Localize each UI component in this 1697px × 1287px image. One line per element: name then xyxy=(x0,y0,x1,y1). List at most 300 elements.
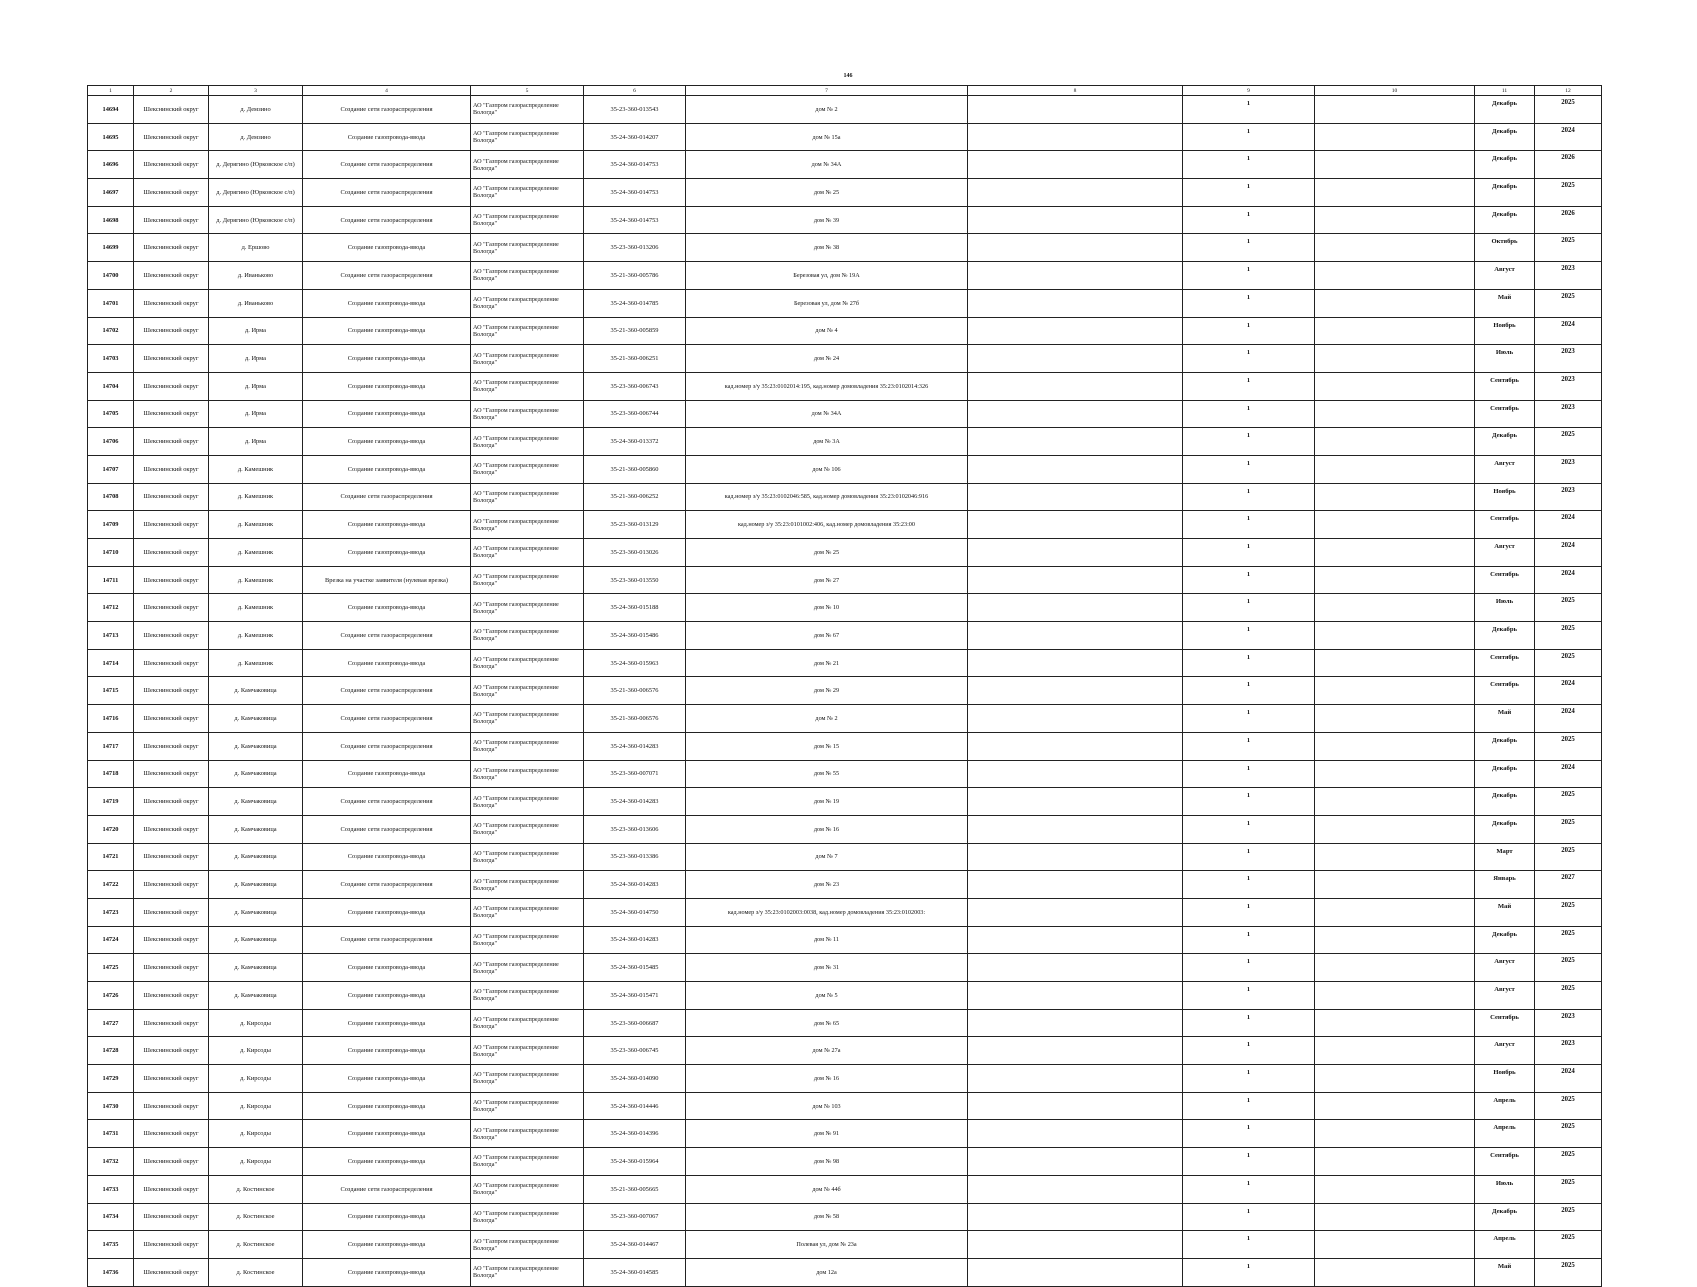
column-header: 1 xyxy=(88,86,134,96)
extra-cell xyxy=(1315,594,1475,622)
address-cell: дом № 27а xyxy=(686,1037,968,1065)
quantity-cell: 1 xyxy=(1183,1148,1315,1176)
year-cell: 2025 xyxy=(1535,289,1602,317)
work-type-cell: Создание газопровода-ввода xyxy=(303,123,471,151)
organization-cell: АО "Газпром газораспределение Вологда" xyxy=(471,428,584,456)
month-cell: Декабрь xyxy=(1475,1203,1535,1231)
quantity-cell: 1 xyxy=(1183,760,1315,788)
application-number-cell: 35-24-360-014283 xyxy=(584,871,686,899)
application-number-cell: 35-21-360-005786 xyxy=(584,262,686,290)
settlement-cell: д. Камчаковица xyxy=(209,815,303,843)
quantity-cell: 1 xyxy=(1183,539,1315,567)
month-cell: Сентябрь xyxy=(1475,372,1535,400)
month-cell: Декабрь xyxy=(1475,151,1535,179)
organization-cell: АО "Газпром газораспределение Вологда" xyxy=(471,732,584,760)
settlement-cell: д. Ершово xyxy=(209,234,303,262)
organization-cell: АО "Газпром газораспределение Вологда" xyxy=(471,1092,584,1120)
address-cell: дом № 15а xyxy=(686,123,968,151)
note-cell xyxy=(968,1175,1183,1203)
work-type-cell: Создание газопровода-ввода xyxy=(303,400,471,428)
row-number-cell: 14728 xyxy=(88,1037,134,1065)
address-cell: дом № 21 xyxy=(686,649,968,677)
application-number-cell: 35-24-360-015963 xyxy=(584,649,686,677)
settlement-cell: д. Ирма xyxy=(209,428,303,456)
year-cell: 2023 xyxy=(1535,1037,1602,1065)
note-cell xyxy=(968,317,1183,345)
extra-cell xyxy=(1315,815,1475,843)
organization-cell: АО "Газпром газораспределение Вологда" xyxy=(471,566,584,594)
month-cell: Ноябрь xyxy=(1475,317,1535,345)
table-row xyxy=(88,982,1602,1010)
address-cell: кад.номер з/у 35:23:0102014:195, кад.номер домовладения 35:23:0102014:326 xyxy=(686,372,968,400)
month-cell: Сентябрь xyxy=(1475,566,1535,594)
district-cell: Шекснинский округ xyxy=(134,871,209,899)
table-row xyxy=(88,317,1602,345)
settlement-cell: д. Камешник xyxy=(209,566,303,594)
work-type-cell: Создание сети газораспределения xyxy=(303,788,471,816)
note-cell xyxy=(968,1148,1183,1176)
row-number-cell: 14732 xyxy=(88,1148,134,1176)
month-cell: Декабрь xyxy=(1475,815,1535,843)
month-cell: Август xyxy=(1475,954,1535,982)
month-cell: Май xyxy=(1475,898,1535,926)
table-row xyxy=(88,1065,1602,1093)
month-cell: Май xyxy=(1475,289,1535,317)
table-row xyxy=(88,843,1602,871)
quantity-cell: 1 xyxy=(1183,871,1315,899)
note-cell xyxy=(968,1009,1183,1037)
application-number-cell: 35-23-360-006743 xyxy=(584,372,686,400)
quantity-cell: 1 xyxy=(1183,982,1315,1010)
note-cell xyxy=(968,788,1183,816)
year-cell: 2025 xyxy=(1535,234,1602,262)
work-type-cell: Создание газопровода-ввода xyxy=(303,428,471,456)
organization-cell: АО "Газпром газораспределение Вологда" xyxy=(471,649,584,677)
settlement-cell: д. Камчаковица xyxy=(209,982,303,1010)
address-cell: дом № 4 xyxy=(686,317,968,345)
row-number-cell: 14719 xyxy=(88,788,134,816)
application-number-cell: 35-23-360-013129 xyxy=(584,511,686,539)
note-cell xyxy=(968,1065,1183,1093)
application-number-cell: 35-24-360-014283 xyxy=(584,732,686,760)
table-row xyxy=(88,898,1602,926)
note-cell xyxy=(968,982,1183,1010)
month-cell: Август xyxy=(1475,262,1535,290)
application-number-cell: 35-24-360-014283 xyxy=(584,788,686,816)
organization-cell: АО "Газпром газораспределение Вологда" xyxy=(471,262,584,290)
month-cell: Сентябрь xyxy=(1475,649,1535,677)
settlement-cell: д. Ирма xyxy=(209,345,303,373)
quantity-cell: 1 xyxy=(1183,566,1315,594)
address-cell: кад.номер з/у 35:23:0102046:585, кад.номер домовладения 35:23:0102046:916 xyxy=(686,483,968,511)
organization-cell: АО "Газпром газораспределение Вологда" xyxy=(471,455,584,483)
settlement-cell: д. Камчаковица xyxy=(209,732,303,760)
quantity-cell: 1 xyxy=(1183,428,1315,456)
application-number-cell: 35-24-360-014207 xyxy=(584,123,686,151)
extra-cell xyxy=(1315,511,1475,539)
year-cell: 2023 xyxy=(1535,400,1602,428)
settlement-cell: д. Кирсоды xyxy=(209,1009,303,1037)
work-type-cell: Создание газопровода-ввода xyxy=(303,511,471,539)
district-cell: Шекснинский округ xyxy=(134,1092,209,1120)
organization-cell: АО "Газпром газораспределение Вологда" xyxy=(471,760,584,788)
extra-cell xyxy=(1315,1231,1475,1259)
year-cell: 2023 xyxy=(1535,1009,1602,1037)
settlement-cell: д. Дерягино (Юрковское с/п) xyxy=(209,151,303,179)
extra-cell xyxy=(1315,760,1475,788)
row-number-cell: 14714 xyxy=(88,649,134,677)
work-type-cell: Создание газопровода-ввода xyxy=(303,982,471,1010)
quantity-cell: 1 xyxy=(1183,483,1315,511)
year-cell: 2025 xyxy=(1535,954,1602,982)
note-cell xyxy=(968,400,1183,428)
year-cell: 2023 xyxy=(1535,262,1602,290)
year-cell: 2024 xyxy=(1535,566,1602,594)
address-cell: дом № 23 xyxy=(686,871,968,899)
table-row xyxy=(88,815,1602,843)
organization-cell: АО "Газпром газораспределение Вологда" xyxy=(471,317,584,345)
year-cell: 2025 xyxy=(1535,1203,1602,1231)
work-type-cell: Создание газопровода-ввода xyxy=(303,289,471,317)
settlement-cell: д. Камешник xyxy=(209,622,303,650)
month-cell: Сентябрь xyxy=(1475,400,1535,428)
month-cell: Декабрь xyxy=(1475,926,1535,954)
row-number-cell: 14735 xyxy=(88,1231,134,1259)
organization-cell: АО "Газпром газораспределение Вологда" xyxy=(471,1148,584,1176)
column-header: 11 xyxy=(1475,86,1535,96)
work-type-cell: Создание сети газораспределения xyxy=(303,677,471,705)
year-cell: 2023 xyxy=(1535,455,1602,483)
note-cell xyxy=(968,151,1183,179)
extra-cell xyxy=(1315,1120,1475,1148)
settlement-cell: д. Камешник xyxy=(209,594,303,622)
organization-cell: АО "Газпром газораспределение Вологда" xyxy=(471,622,584,650)
year-cell: 2025 xyxy=(1535,96,1602,124)
quantity-cell: 1 xyxy=(1183,345,1315,373)
note-cell xyxy=(968,345,1183,373)
settlement-cell: д. Ирма xyxy=(209,372,303,400)
note-cell xyxy=(968,428,1183,456)
quantity-cell: 1 xyxy=(1183,898,1315,926)
year-cell: 2025 xyxy=(1535,732,1602,760)
month-cell: Ноябрь xyxy=(1475,483,1535,511)
row-number-cell: 14724 xyxy=(88,926,134,954)
district-cell: Шекснинский округ xyxy=(134,1231,209,1259)
extra-cell xyxy=(1315,926,1475,954)
note-cell xyxy=(968,1258,1183,1286)
quantity-cell: 1 xyxy=(1183,1065,1315,1093)
column-header: 3 xyxy=(209,86,303,96)
district-cell: Шекснинский округ xyxy=(134,1065,209,1093)
work-type-cell: Создание газопровода-ввода xyxy=(303,1258,471,1286)
extra-cell xyxy=(1315,1258,1475,1286)
application-number-cell: 35-21-360-005859 xyxy=(584,317,686,345)
work-type-cell: Создание газопровода-ввода xyxy=(303,345,471,373)
organization-cell: АО "Газпром газораспределение Вологда" xyxy=(471,926,584,954)
district-cell: Шекснинский округ xyxy=(134,289,209,317)
year-cell: 2025 xyxy=(1535,982,1602,1010)
year-cell: 2025 xyxy=(1535,1231,1602,1259)
work-type-cell: Создание газопровода-ввода xyxy=(303,1065,471,1093)
month-cell: Октябрь xyxy=(1475,234,1535,262)
settlement-cell: д. Костинское xyxy=(209,1203,303,1231)
column-header: 10 xyxy=(1315,86,1475,96)
quantity-cell: 1 xyxy=(1183,1009,1315,1037)
note-cell xyxy=(968,539,1183,567)
district-cell: Шекснинский округ xyxy=(134,622,209,650)
row-number-cell: 14717 xyxy=(88,732,134,760)
quantity-cell: 1 xyxy=(1183,151,1315,179)
row-number-cell: 14701 xyxy=(88,289,134,317)
extra-cell xyxy=(1315,262,1475,290)
settlement-cell: д. Камчаковица xyxy=(209,677,303,705)
work-type-cell: Создание газопровода-ввода xyxy=(303,1120,471,1148)
row-number-cell: 14702 xyxy=(88,317,134,345)
year-cell: 2027 xyxy=(1535,871,1602,899)
settlement-cell: д. Дерягино (Юрковское с/п) xyxy=(209,179,303,207)
application-number-cell: 35-24-360-015485 xyxy=(584,954,686,982)
table-row xyxy=(88,179,1602,207)
address-cell: дом № 16 xyxy=(686,1065,968,1093)
quantity-cell: 1 xyxy=(1183,1120,1315,1148)
row-number-cell: 14710 xyxy=(88,539,134,567)
address-cell: дом № 31 xyxy=(686,954,968,982)
year-cell: 2024 xyxy=(1535,705,1602,733)
address-cell: дом № 10 xyxy=(686,594,968,622)
address-cell: дом № 11 xyxy=(686,926,968,954)
table-row xyxy=(88,539,1602,567)
month-cell: Июль xyxy=(1475,594,1535,622)
row-number-cell: 14734 xyxy=(88,1203,134,1231)
row-number-cell: 14711 xyxy=(88,566,134,594)
note-cell xyxy=(968,96,1183,124)
year-cell: 2024 xyxy=(1535,123,1602,151)
address-cell: дом № 7 xyxy=(686,843,968,871)
settlement-cell: д. Камешник xyxy=(209,511,303,539)
work-type-cell: Создание сети газораспределения xyxy=(303,815,471,843)
settlement-cell: д. Костинское xyxy=(209,1175,303,1203)
district-cell: Шекснинский округ xyxy=(134,594,209,622)
organization-cell: АО "Газпром газораспределение Вологда" xyxy=(471,677,584,705)
table-row xyxy=(88,372,1602,400)
district-cell: Шекснинский округ xyxy=(134,1203,209,1231)
column-header: 7 xyxy=(686,86,968,96)
table-row xyxy=(88,262,1602,290)
row-number-cell: 14708 xyxy=(88,483,134,511)
table-row xyxy=(88,345,1602,373)
district-cell: Шекснинский округ xyxy=(134,732,209,760)
address-cell: дом № 29 xyxy=(686,677,968,705)
work-type-cell: Создание газопровода-ввода xyxy=(303,1037,471,1065)
year-cell: 2023 xyxy=(1535,372,1602,400)
extra-cell xyxy=(1315,566,1475,594)
month-cell: Август xyxy=(1475,1037,1535,1065)
table-row xyxy=(88,871,1602,899)
district-cell: Шекснинский округ xyxy=(134,400,209,428)
work-type-cell: Создание сети газораспределения xyxy=(303,705,471,733)
application-number-cell: 35-24-360-014785 xyxy=(584,289,686,317)
year-cell: 2024 xyxy=(1535,511,1602,539)
district-cell: Шекснинский округ xyxy=(134,760,209,788)
month-cell: Август xyxy=(1475,982,1535,1010)
address-cell: Полевая ул, дом № 23а xyxy=(686,1231,968,1259)
row-number-cell: 14703 xyxy=(88,345,134,373)
organization-cell: АО "Газпром газораспределение Вологда" xyxy=(471,539,584,567)
work-type-cell: Создание сети газораспределения xyxy=(303,622,471,650)
district-cell: Шекснинский округ xyxy=(134,1175,209,1203)
application-number-cell: 35-23-360-007071 xyxy=(584,760,686,788)
district-cell: Шекснинский округ xyxy=(134,926,209,954)
note-cell xyxy=(968,843,1183,871)
note-cell xyxy=(968,179,1183,207)
settlement-cell: д. Камчаковица xyxy=(209,705,303,733)
address-cell: кад.номер з/у 35:23:0102003:0038, кад.номер домовладения 35:23:0102003: xyxy=(686,898,968,926)
settlement-cell: д. Демзино xyxy=(209,123,303,151)
row-number-cell: 14729 xyxy=(88,1065,134,1093)
district-cell: Шекснинский округ xyxy=(134,483,209,511)
quantity-cell: 1 xyxy=(1183,400,1315,428)
note-cell xyxy=(968,622,1183,650)
note-cell xyxy=(968,511,1183,539)
application-number-cell: 35-24-360-014753 xyxy=(584,206,686,234)
row-number-cell: 14730 xyxy=(88,1092,134,1120)
month-cell: Июль xyxy=(1475,1175,1535,1203)
address-cell: дом № 5 xyxy=(686,982,968,1010)
extra-cell xyxy=(1315,1009,1475,1037)
settlement-cell: д. Костинское xyxy=(209,1231,303,1259)
address-cell: дом № 91 xyxy=(686,1120,968,1148)
settlement-cell: д. Камчаковица xyxy=(209,871,303,899)
month-cell: Декабрь xyxy=(1475,96,1535,124)
table-row xyxy=(88,1203,1602,1231)
district-cell: Шекснинский округ xyxy=(134,677,209,705)
table-row xyxy=(88,483,1602,511)
year-cell: 2025 xyxy=(1535,1092,1602,1120)
row-number-cell: 14726 xyxy=(88,982,134,1010)
address-cell: дом № 39 xyxy=(686,206,968,234)
organization-cell: АО "Газпром газораспределение Вологда" xyxy=(471,1258,584,1286)
district-cell: Шекснинский округ xyxy=(134,1009,209,1037)
extra-cell xyxy=(1315,1175,1475,1203)
table-row xyxy=(88,1231,1602,1259)
extra-cell xyxy=(1315,400,1475,428)
row-number-cell: 14722 xyxy=(88,871,134,899)
note-cell xyxy=(968,732,1183,760)
settlement-cell: д. Камчаковица xyxy=(209,843,303,871)
application-number-cell: 35-21-360-005665 xyxy=(584,1175,686,1203)
organization-cell: АО "Газпром газораспределение Вологда" xyxy=(471,788,584,816)
extra-cell xyxy=(1315,317,1475,345)
settlement-cell: д. Демзино xyxy=(209,96,303,124)
district-cell: Шекснинский округ xyxy=(134,123,209,151)
row-number-cell: 14716 xyxy=(88,705,134,733)
work-type-cell: Создание сети газораспределения xyxy=(303,926,471,954)
row-number-cell: 14720 xyxy=(88,815,134,843)
settlement-cell: д. Кирсоды xyxy=(209,1092,303,1120)
row-number-cell: 14705 xyxy=(88,400,134,428)
organization-cell: АО "Газпром газораспределение Вологда" xyxy=(471,843,584,871)
district-cell: Шекснинский округ xyxy=(134,206,209,234)
row-number-cell: 14727 xyxy=(88,1009,134,1037)
district-cell: Шекснинский округ xyxy=(134,566,209,594)
month-cell: Апрель xyxy=(1475,1120,1535,1148)
year-cell: 2024 xyxy=(1535,760,1602,788)
quantity-cell: 1 xyxy=(1183,455,1315,483)
note-cell xyxy=(968,234,1183,262)
extra-cell xyxy=(1315,898,1475,926)
table-row xyxy=(88,1258,1602,1286)
settlement-cell: д. Камешник xyxy=(209,539,303,567)
row-number-cell: 14733 xyxy=(88,1175,134,1203)
table-row xyxy=(88,1148,1602,1176)
column-header: 9 xyxy=(1183,86,1315,96)
note-cell xyxy=(968,1092,1183,1120)
quantity-cell: 1 xyxy=(1183,1258,1315,1286)
settlement-cell: д. Камчаковица xyxy=(209,760,303,788)
extra-cell xyxy=(1315,289,1475,317)
district-cell: Шекснинский округ xyxy=(134,788,209,816)
district-cell: Шекснинский округ xyxy=(134,982,209,1010)
row-number-cell: 14721 xyxy=(88,843,134,871)
district-cell: Шекснинский округ xyxy=(134,1258,209,1286)
organization-cell: АО "Газпром газораспределение Вологда" xyxy=(471,234,584,262)
district-cell: Шекснинский округ xyxy=(134,234,209,262)
application-number-cell: 35-24-360-014396 xyxy=(584,1120,686,1148)
quantity-cell: 1 xyxy=(1183,788,1315,816)
table-row xyxy=(88,96,1602,124)
work-type-cell: Создание газопровода-ввода xyxy=(303,843,471,871)
month-cell: Декабрь xyxy=(1475,760,1535,788)
extra-cell xyxy=(1315,843,1475,871)
quantity-cell: 1 xyxy=(1183,594,1315,622)
application-number-cell: 35-21-360-005860 xyxy=(584,455,686,483)
column-header: 4 xyxy=(303,86,471,96)
work-type-cell: Создание сети газораспределения xyxy=(303,732,471,760)
application-number-cell: 35-21-360-006576 xyxy=(584,677,686,705)
work-type-cell: Создание сети газораспределения xyxy=(303,1175,471,1203)
work-type-cell: Создание сети газораспределения xyxy=(303,206,471,234)
district-cell: Шекснинский округ xyxy=(134,1148,209,1176)
row-number-cell: 14709 xyxy=(88,511,134,539)
settlement-cell: д. Кирсоды xyxy=(209,1148,303,1176)
settlement-cell: д. Камчаковица xyxy=(209,926,303,954)
row-number-cell: 14704 xyxy=(88,372,134,400)
settlement-cell: д. Кирсоды xyxy=(209,1037,303,1065)
address-cell: дом № 25 xyxy=(686,539,968,567)
year-cell: 2025 xyxy=(1535,594,1602,622)
month-cell: Май xyxy=(1475,705,1535,733)
quantity-cell: 1 xyxy=(1183,1092,1315,1120)
settlement-cell: д. Кирсоды xyxy=(209,1065,303,1093)
application-number-cell: 35-21-360-006251 xyxy=(584,345,686,373)
organization-cell: АО "Газпром газораспределение Вологда" xyxy=(471,123,584,151)
quantity-cell: 1 xyxy=(1183,926,1315,954)
work-type-cell: Создание сети газораспределения xyxy=(303,179,471,207)
organization-cell: АО "Газпром газораспределение Вологда" xyxy=(471,1037,584,1065)
note-cell xyxy=(968,705,1183,733)
extra-cell xyxy=(1315,677,1475,705)
note-cell xyxy=(968,1231,1183,1259)
month-cell: Декабрь xyxy=(1475,206,1535,234)
application-number-cell: 35-23-360-006687 xyxy=(584,1009,686,1037)
extra-cell xyxy=(1315,345,1475,373)
settlement-cell: д. Ирма xyxy=(209,317,303,345)
quantity-cell: 1 xyxy=(1183,179,1315,207)
organization-cell: АО "Газпром газораспределение Вологда" xyxy=(471,1231,584,1259)
extra-cell xyxy=(1315,539,1475,567)
address-cell: дом № 2 xyxy=(686,96,968,124)
settlement-cell: д. Камешник xyxy=(209,455,303,483)
